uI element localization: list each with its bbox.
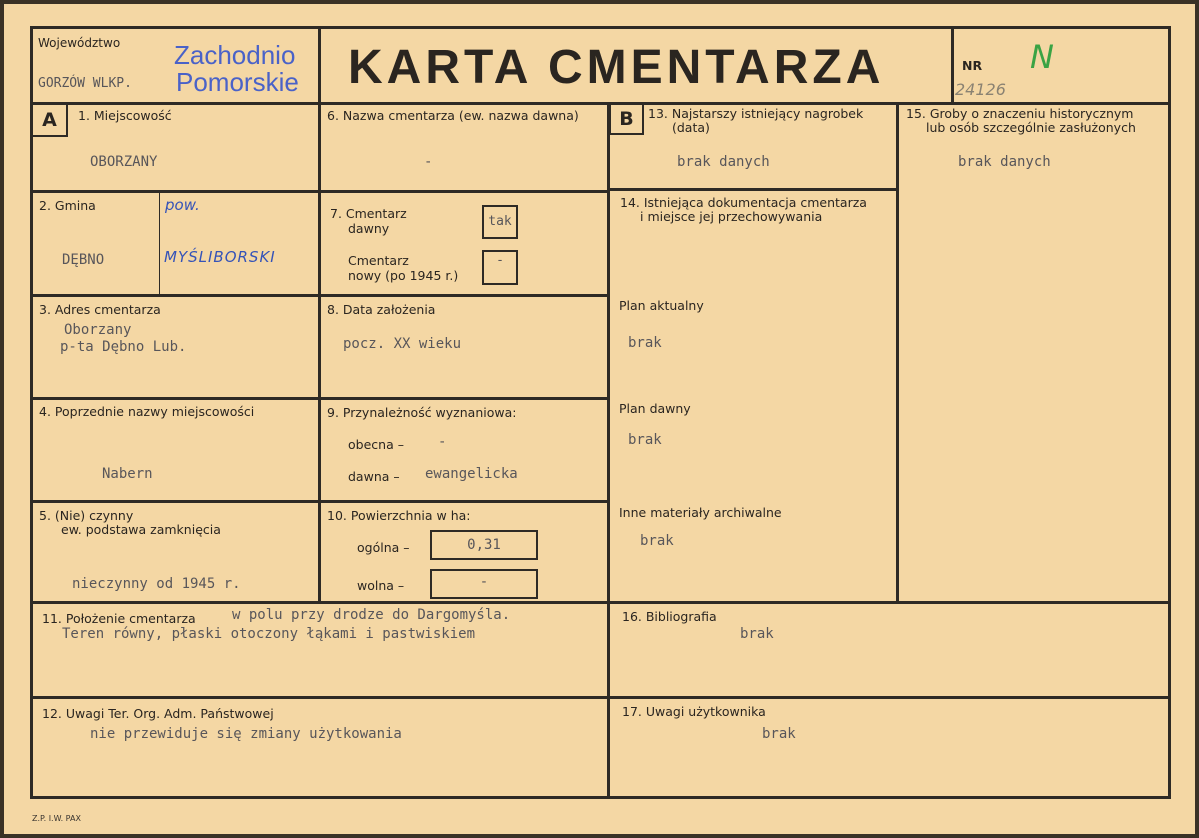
field-13-value: brak danych	[677, 154, 770, 170]
nr-handwritten: 24126	[955, 80, 1006, 99]
old-cemetery-value: tak	[488, 214, 512, 229]
field-1-label: 1. Miejscowość	[78, 108, 172, 123]
nr-mark: N	[1030, 38, 1054, 76]
frame-left	[30, 26, 33, 799]
field-6-label: 6. Nazwa cmentarza (ew. nazwa dawna)	[327, 108, 579, 123]
divider	[896, 103, 899, 601]
field-1-value: OBORZANY	[90, 154, 158, 170]
divider	[31, 696, 1171, 699]
field-9-current-label: obecna –	[348, 437, 404, 452]
field-13-label: 13. Najstarszy istniejący nagrobek	[648, 106, 864, 121]
field-2-label: 2. Gmina	[39, 198, 96, 213]
field-17-label: 17. Uwagi użytkownika	[622, 704, 766, 719]
divider	[318, 103, 321, 603]
field-5-value: nieczynny od 1945 r.	[72, 576, 241, 592]
divider	[31, 397, 609, 400]
field-15-value: brak danych	[958, 154, 1051, 170]
field-9-label: 9. Przynależność wyznaniowa:	[327, 405, 517, 420]
divider	[31, 102, 1171, 105]
divider	[159, 192, 160, 294]
voivodeship-label: Województwo	[38, 36, 121, 50]
frame-right	[1168, 26, 1171, 799]
field-9-former-label: dawna –	[348, 469, 400, 484]
field-14-label: 14. Istniejąca dokumentacja cmentarza	[620, 195, 867, 210]
old-cemetery-box	[482, 205, 518, 239]
field-2-value: DĘBNO	[62, 252, 105, 268]
plan-old-label: Plan dawny	[619, 401, 691, 416]
divider	[31, 190, 609, 193]
section-b-badge	[609, 103, 644, 135]
field-12-label: 12. Uwagi Ter. Org. Adm. Państwowej	[42, 706, 274, 721]
stamp-line1: Zachodnio	[174, 40, 296, 70]
plan-current-label: Plan aktualny	[619, 298, 704, 313]
field-11-label: 11. Położenie cmentarza	[42, 611, 196, 626]
field-3-label: 3. Adres cmentarza	[39, 302, 161, 317]
field-13-sublabel: (data)	[672, 120, 710, 135]
field-2-pow-value: MYŚLIBORSKI	[164, 248, 276, 266]
new-cemetery-value: -	[496, 253, 504, 268]
voivodeship-typed: GORZÓW WLKP.	[38, 76, 132, 91]
divider	[31, 294, 609, 297]
section-a-letter: A	[42, 109, 57, 131]
field-7-old-label: 7. Cmentarz	[330, 206, 407, 221]
field-10-label: 10. Powierzchnia w ha:	[327, 508, 471, 523]
plan-old-value: brak	[628, 432, 662, 448]
total-area-box	[430, 530, 538, 560]
field-7-new-label: Cmentarz	[348, 253, 409, 268]
divider	[607, 103, 610, 797]
total-area-value: 0,31	[467, 537, 501, 553]
divider	[318, 26, 321, 104]
field-9-former-value: ewangelicka	[425, 466, 518, 482]
divider	[31, 500, 609, 503]
field-4-label: 4. Poprzednie nazwy miejscowości	[39, 404, 255, 419]
field-14-sublabel: i miejsce jej przechowywania	[640, 209, 823, 224]
field-3-line1: Oborzany	[64, 322, 132, 338]
field-5-label: 5. (Nie) czynny	[39, 508, 134, 523]
field-16-label: 16. Bibliografia	[622, 609, 717, 624]
field-9-current-value: -	[438, 434, 447, 450]
divider	[951, 26, 954, 104]
field-12-value: nie przewiduje się zmiany użytkowania	[90, 726, 402, 742]
stamp-line2: Pomorskie	[176, 67, 299, 97]
frame-top	[31, 26, 1171, 29]
field-7-new-sublabel: nowy (po 1945 r.)	[348, 268, 459, 283]
other-materials-value: brak	[640, 533, 674, 549]
field-10-free-label: wolna –	[357, 578, 405, 593]
field-8-value: pocz. XX wieku	[343, 336, 462, 352]
nr-label: NR	[962, 58, 983, 73]
section-a-badge	[31, 103, 68, 137]
divider	[609, 188, 897, 191]
field-16-value: brak	[740, 626, 774, 642]
field-3-line2: p-ta Dębno Lub.	[60, 339, 187, 355]
field-6-value: -	[424, 154, 433, 170]
other-materials-label: Inne materiały archiwalne	[619, 505, 782, 520]
field-17-value: brak	[762, 726, 796, 742]
field-4-value: Nabern	[102, 466, 153, 482]
field-11-line1: w polu przy drodze do Dargomyśla.	[232, 607, 511, 623]
field-10-total-label: ogólna –	[357, 540, 410, 555]
free-area-value: -	[479, 574, 489, 590]
field-15-label: 15. Groby o znaczeniu historycznym	[906, 106, 1134, 121]
section-b-letter: B	[619, 108, 634, 130]
divider	[31, 601, 1171, 604]
new-cemetery-box	[482, 250, 518, 285]
field-2-pow-label: pow.	[165, 196, 200, 214]
free-area-box	[430, 569, 538, 599]
field-8-label: 8. Data założenia	[327, 302, 436, 317]
field-15-sublabel: lub osób szczególnie zasłużonych	[926, 120, 1136, 135]
plan-current-value: brak	[628, 335, 662, 351]
frame-bottom	[31, 796, 1171, 799]
field-5-sublabel: ew. podstawa zamknięcia	[61, 522, 221, 537]
field-7-old-sublabel: dawny	[348, 221, 390, 236]
printer-mark: Z.P. I.W. PAX	[32, 814, 81, 823]
page-title: KARTA CMENTARZA	[348, 41, 885, 94]
field-11-line2: Teren równy, płaski otoczony łąkami i pastwiskiem	[62, 626, 476, 642]
